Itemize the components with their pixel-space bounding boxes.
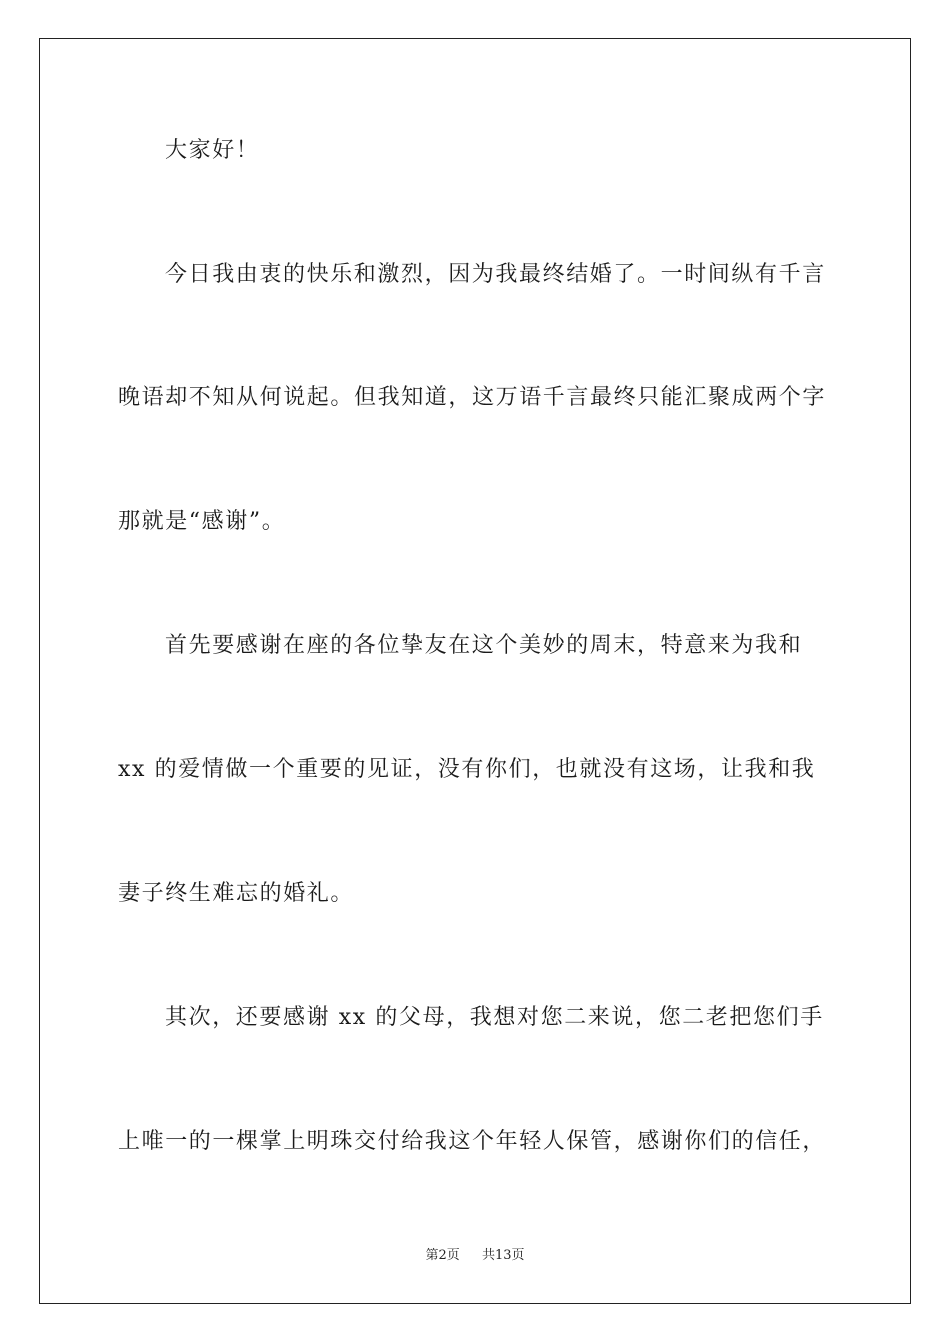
text-line-3: 那就是“感谢”。 (118, 509, 286, 534)
text-line-7: 其次，还要感谢 xx 的父母，我想对您二来说，您二老把您们手 (165, 1005, 824, 1030)
text-line-1: 今日我由衷的快乐和激烈，因为我最终结婚了。一时间纵有千言 (165, 262, 826, 287)
text-line-5: xx 的爱情做一个重要的见证，没有你们，也就没有这场，让我和我 (118, 757, 816, 782)
text-line-6: 妻子终生难忘的婚礼。 (118, 881, 355, 906)
text-line-greeting: 大家好！ (165, 138, 260, 163)
page-total: 共13页 (482, 1248, 525, 1263)
text-line-8: 上唯一的一棵掌上明珠交付给我这个年轻人保管，感谢你们的信任， (118, 1129, 827, 1154)
page-number: 第2页 (425, 1248, 460, 1263)
text-line-2: 晚语却不知从何说起。但我知道，这万语千言最终只能汇聚成两个字 (118, 385, 827, 410)
page-border (39, 38, 911, 1304)
page-footer (0, 1247, 950, 1265)
text-line-4: 首先要感谢在座的各位挚友在这个美妙的周末，特意来为我和 (165, 633, 803, 658)
